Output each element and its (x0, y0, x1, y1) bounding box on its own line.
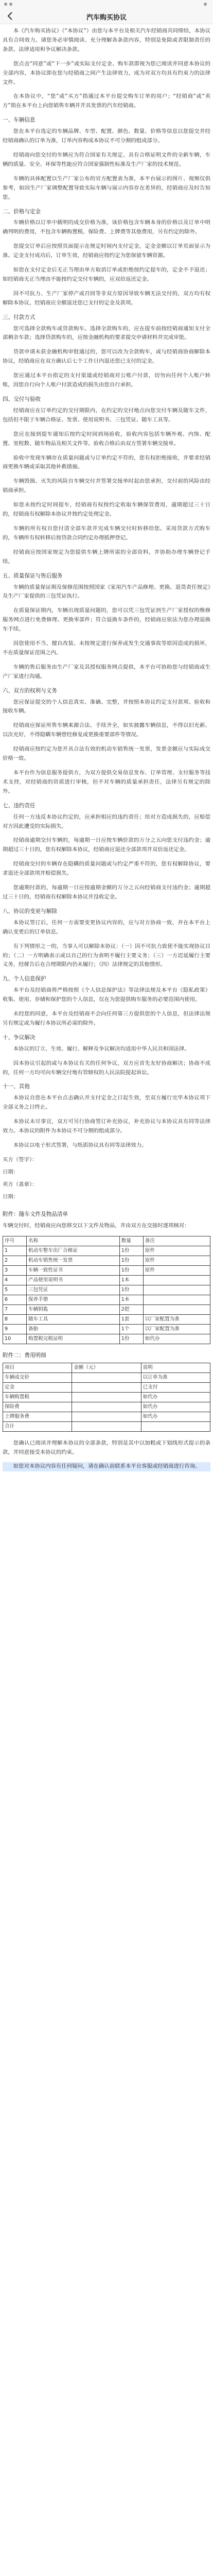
table-cell: 5 (3, 1285, 27, 1295)
table-cell: 三包凭证 (26, 1285, 119, 1295)
intro (3, 27, 210, 111)
section (3, 975, 210, 1028)
section-paragraph: 如您在支付定金后无正当理由单方取消订单或拒绝按约定提车的，定金不予退还；如经销商无正当理由不能按约定交付车辆的，应双倍返还定金。 (3, 267, 210, 282)
section-paragraph: 任何一方违反本协议约定的，应承担相应的违约责任；给对方造成损失的，应赔偿对方因此遭受的实际损失。 (3, 814, 210, 829)
intro-paragraph: 本《汽车购买协议》（“本协议”）由您与本平台及相关汽车经销商共同缔结，本协议具有合同效力。请您务必审慎阅读、充分理解各条款内容，特别是免除或者限制责任的条款、法律适用和争议解决条款。 (3, 28, 210, 53)
section-paragraph: 您逾期付款的，每逾期一日应按逾期金额的万分之五向经销商支付违约金；逾期超过三十日的，经销商有权解除本协议并没收定金。 (3, 885, 210, 900)
section-paragraph: 本平台作为信息服务提供方，为双方提供交易信息发布、订单管理、支付服务等技术支持，对经销商的资质进行审核，但不对车辆的质量承担责任，法律另有规定的除外。 (3, 770, 210, 794)
table-cell: 以订单为准 (141, 1372, 210, 1382)
table-row (3, 1412, 210, 1421)
section-heading: 三、付款方式 (3, 314, 36, 320)
table-row (3, 1304, 210, 1314)
page-title: 汽车购买协议 (86, 14, 127, 22)
buyer-sign: 买方（签字）： (3, 1156, 38, 1163)
table-cell: 保险费 (3, 1402, 72, 1412)
section-paragraph: 因本协议引起的或与本协议有关的任何争议，双方应首先友好协商解决；协商不成的，任何一方均可向车辆交付地有管辖权的人民法院提起诉讼。 (3, 1060, 210, 1076)
table-cell (141, 1421, 210, 1431)
table-cell: 3 (3, 1265, 27, 1275)
table-cell: 保养手册 (26, 1295, 119, 1304)
section-paragraph: 您应在接到提车通知后按约定时间到场验收，验收内容包括车辆外观、内饰、配置、里程数、随车物品及相关文件等。验收合格后由双方签署车辆交接单。 (3, 431, 210, 447)
table-cell: 如代办 (141, 1392, 210, 1402)
section-paragraph: 本协议自您在本平台点击确认并支付定金之日起生效，至双方履行完毕本协议项下全部义务之日终止。 (3, 1095, 210, 1111)
section-paragraph: 经销商应按国家规定为您提供车辆上牌所需的全部资料，并协助办理车辆登记手续。 (3, 549, 210, 565)
table-cell: 购置税完税证明 (26, 1334, 119, 1344)
table-cell: 定金 (3, 1382, 72, 1392)
section (3, 1033, 210, 1078)
section-paragraph: 您提交订单后应按照页面提示在规定时间内支付定金，定金金额以订单页面显示为准。定金支付成功后，订单生效，经销商应按约定为您保留车辆资源。 (3, 243, 210, 259)
signal-icon (4, 3, 7, 6)
table-row (3, 1324, 210, 1334)
table-cell: 机动车整车出厂合格证 (26, 1246, 119, 1256)
section-paragraph: 您在本平台选定的车辆品牌、车型、配置、颜色、数量、价格等信息以您提交并经经销商确认的订单为准，订单内容构成本协议不可分割的组成部分。 (3, 128, 210, 144)
table-cell: 车辆成交价 (3, 1372, 72, 1382)
table-cell (72, 1412, 141, 1421)
section (3, 572, 210, 682)
table-row (3, 1295, 210, 1304)
table-cell: 机动车销售统一发票 (26, 1256, 119, 1265)
section-paragraph: 本协议未尽事宜，双方可另行协商签订补充协议，补充协议与本协议具有同等法律效力。本协议的附件为本协议不可分割的组成部分。 (3, 1118, 210, 1134)
status-bar (0, 0, 213, 8)
section-paragraph: 本协议签订后，任何一方需要变更协议内容的，应与对方协商一致，并在本平台上确认变更后的订单信息。 (3, 919, 210, 935)
table-cell: 已支付 (141, 1382, 210, 1392)
table-cell: 原件 (143, 1265, 210, 1275)
table-row (3, 1402, 210, 1412)
section-paragraph: 经销商向您交付的车辆应为符合国家有关规定、具有合格证明文件的全新车辆，车辆的质量、安全、环保等性能应符合国家强制性标准及生产厂家的技术规范。 (3, 151, 210, 167)
annex2-heading: 附件二：费用明细 (3, 1352, 46, 1359)
section-heading: 一、车辆信息 (3, 117, 36, 124)
closing-paragraph: 如您对本协议内容有任何疑问，请在确认前联系本平台客服或经销商进行咨询。 (3, 1462, 210, 1471)
table-header-cell: 项目 (3, 1363, 72, 1372)
battery-icon (204, 3, 207, 6)
table-header-cell: 备注 (143, 1236, 210, 1246)
annex-table (3, 1236, 210, 1344)
section-heading: 七、违约责任 (3, 802, 36, 809)
table-row (3, 1246, 210, 1256)
table-cell (72, 1372, 141, 1382)
table-cell (72, 1421, 141, 1431)
section-paragraph: 贷款申请未获金融机构审批通过的，您可以改为全款购车，或与经销商协商解除本协议，经销商应在双方确认后七个工作日内退还您已支付的定金。 (3, 349, 210, 365)
seller-sign: 卖方（盖章）： (3, 1181, 38, 1188)
section-paragraph: 经销商逾期交付车辆的，每逾期一日应按车辆价款的万分之五向您支付违约金；逾期超过三十日的，您有权解除本协议，经销商应退还全部款项并双倍返还定金。 (3, 837, 210, 853)
wifi-icon (9, 3, 12, 6)
table-cell: 备胎 (26, 1324, 119, 1334)
table-cell: 如代办 (141, 1412, 210, 1421)
table-cell: 8 (3, 1314, 27, 1324)
table-row (3, 1314, 210, 1324)
table-row (3, 1256, 210, 1265)
table-row (3, 1285, 210, 1295)
section-paragraph: 车辆的售后服务由生产厂家及其授权服务网点提供，本平台可协助您与经销商或生产厂家进行沟通。 (3, 664, 210, 680)
table-cell: 2 (3, 1256, 27, 1265)
table-row (3, 1382, 210, 1392)
table-cell: 合计 (3, 1421, 72, 1431)
table-header-cell: 名称 (26, 1236, 119, 1246)
table-cell: 如代办 (141, 1402, 210, 1412)
table-cell: 如代办 (143, 1334, 210, 1344)
table-cell: 4 (3, 1275, 27, 1285)
seller-date: 日期： (3, 1193, 19, 1200)
section-paragraph: 本平台及经销商将严格按照《个人信息保护法》等法律法规及本平台《隐私政策》收集、使用、存储和保护您的个人信息，仅在为您提供购车服务的必要范围内使用。 (3, 987, 210, 1003)
table-cell: 1份 (119, 1256, 143, 1265)
table-cell (143, 1304, 210, 1314)
buyer-date: 日期： (3, 1168, 19, 1175)
table-cell (143, 1285, 210, 1295)
table-row (3, 1372, 210, 1382)
table-cell: 原件 (143, 1256, 210, 1265)
section-paragraph: 验收中发现车辆存在质量问题或与订单约定不符的，您有权拒绝接收，并要求经销商更换车辆或采取其他补救措施。 (3, 454, 210, 470)
section-heading: 八、协议的变更与解除 (3, 908, 57, 914)
table-cell: 随车工具 (26, 1314, 119, 1324)
intro-paragraph: 您点击“同意”或“下一步”或实际支付定金、购车款即视为您已阅读并同意本协议的全部内容，本协议即在您与经销商之间产生法律效力，成为对双方均具有约束力的法律文件。 (3, 60, 210, 86)
table-row (3, 1392, 210, 1402)
section (3, 116, 210, 202)
table-cell: 1套 (119, 1314, 143, 1324)
table-cell: 1 (3, 1246, 27, 1256)
top-bar (0, 8, 213, 24)
section (3, 1082, 210, 1150)
section-heading: 十一、其他 (3, 1083, 30, 1090)
table-cell: 车辆钥匙 (26, 1304, 119, 1314)
annex-heading: 附件：随车文件及物品清单 (3, 1211, 68, 1217)
section-paragraph: 经销商交付的车辆存在隐瞒的质量问题或与约定严重不符的，您有权解除协议，要求退还全部款项并赔偿损失。 (3, 861, 210, 877)
section-paragraph: 本协议的订立、生效、履行、解释及争议解决均适用中华人民共和国法律。 (13, 1045, 190, 1052)
table-cell: 1本 (119, 1275, 143, 1285)
section-paragraph: 您应保证提交的个人信息真实、准确、完整，并按照本协议约定支付款项、验收和接收车辆。 (3, 699, 210, 715)
fee-table (3, 1363, 210, 1432)
table-cell: 1份 (119, 1265, 143, 1275)
table-cell (143, 1275, 210, 1285)
table-cell: 1份 (119, 1285, 143, 1295)
table-cell (143, 1295, 210, 1304)
section-paragraph: 因不可抗力、生产厂家停产或召回等非双方原因导致车辆无法交付的，双方均有权解除本协议，经销商应全额退还您已支付的定金及款项。 (3, 290, 210, 306)
section-paragraph: 您应通过本平台指定的支付渠道或经销商对公账户付款，切勿向任何个人账户转账，因您自行向个人账户付款造成的损失由您自行承担。 (3, 372, 210, 388)
table-cell: 原件 (143, 1246, 210, 1256)
section (3, 313, 210, 390)
table-cell: 产品使用说明书 (26, 1275, 119, 1285)
section-heading: 五、质量保证与售后服务 (3, 572, 63, 579)
table-row (3, 1334, 210, 1344)
section (3, 208, 210, 308)
section (3, 907, 210, 970)
sections (3, 116, 210, 1150)
section-heading: 九、个人信息保护 (3, 976, 46, 982)
table-cell: 10 (3, 1334, 27, 1344)
section-heading: 六、双方的权利与义务 (3, 687, 57, 694)
section-paragraph: 车辆价格以订单中载明的成交价格为准，该价格包含车辆本身的价格以及订单中明确列明的费用，不包含车辆购置税、保险费、上牌费等其他费用，另有约定的除外。 (3, 219, 210, 235)
table-header-cell: 数量 (119, 1236, 143, 1246)
table-cell: 1份 (119, 1334, 143, 1344)
table-cell: 2把 (119, 1304, 143, 1314)
section (3, 395, 210, 567)
section-heading: 二、价格与定金 (3, 208, 41, 215)
section-heading: 十、争议解决 (3, 1034, 36, 1041)
section-paragraph: 经销商应保证所售车辆来源合法、手续齐全，如实披露车辆信息，不得以旧充新、以次充好，不得隐瞒车辆曾经修复或更换重要部件等情况。 (3, 722, 210, 738)
section-paragraph: 车辆毁损、灭失的风险自车辆交付并签署交接单时起由您承担，交付前的风险由经销商承担。 (3, 478, 210, 494)
annex-note: 车辆交付时，经销商应向您移交以下文件及物品，并由双方在交接时逐项核对： (3, 1222, 190, 1229)
section-paragraph: 因您使用不当、擅自改装、未按规定进行保养或发生交通事故等原因造成的损坏，不在质量保证范围之内。 (3, 640, 210, 656)
closing (3, 1439, 210, 1472)
table-row (3, 1421, 210, 1431)
table-cell: 7 (3, 1304, 27, 1314)
section-paragraph: 经销商应在订单约定的交付期限内，在约定的交付地点向您交付车辆及随车文件，包括但不限于车辆合格证、发票、使用说明书、三包凭证、随车工具等。 (3, 407, 210, 423)
table-header-cell: 序号 (3, 1236, 27, 1246)
closing-paragraph: 您确认已阅读并理解本协议的全部条款，特别是其中以加粗或下划线形式提示的条款，并同意接受本协议的约束。 (3, 1439, 210, 1455)
table-cell: 车辆一致性证书 (26, 1265, 119, 1275)
section-paragraph: 经销商应按约定为您开具合法有效的机动车销售统一发票，发票金额应与实际成交价格一致。 (3, 746, 210, 762)
section-paragraph: 车辆的质量保证期及保修范围按照国家《家用汽车产品修理、更换、退货责任规定》及生产厂家提供的三包凭证执行。 (3, 584, 210, 600)
table-cell: 1个 (119, 1324, 143, 1334)
table-cell: 上牌服务费 (3, 1412, 72, 1421)
table-cell: 6 (3, 1295, 27, 1304)
section-paragraph: 未经您的同意，本平台及经销商不会向任何第三方提供您的个人信息，但法律法规另有规定或为履行本协议所必需的除外。 (3, 1011, 210, 1026)
intro-paragraph: 在本协议中，“您”或“买方”指通过本平台提交购车订单的用户；“经销商”或“卖方”指在本平台上向您销售车辆并开具发票的汽车经销商。 (3, 93, 210, 109)
table-cell: 1本 (119, 1295, 143, 1304)
section-paragraph: 您可选择全款购车或贷款购车。选择全款购车的，应在提车前按经销商通知支付全部剩余车款；选择贷款购车的，应按金融机构的要求提交申请材料并完成审批。 (3, 325, 210, 341)
table-cell (72, 1382, 141, 1392)
section-paragraph: 车辆的具体配置以生产厂家公布的官方配置表为准，本平台展示的图片、视频仅供参考，如因生产厂家调整配置导致实际车辆与展示内容存在差异的，经销商应及时告知您。 (3, 175, 210, 200)
section-paragraph: 在质量保证期内，车辆出现质量问题的，您可以凭三包凭证到生产厂家授权的维修服务网点进行免费修理、更换零部件；符合退换车条件的，经销商应依法为您办理退换车手续。 (3, 607, 210, 633)
table-cell: 以厂家配置为准 (143, 1314, 210, 1324)
table-cell: 以厂家配置为准 (143, 1324, 210, 1334)
table-cell: 车辆购置税 (3, 1392, 72, 1402)
section-paragraph: 有下列情形之一的，当事人可以解除本协议：（一）因不可抗力致使不能实现协议目的；（二）一方明确表示或以自己的行为表明不履行主要义务；（三）一方迟延履行主要义务，经催告后在合理期限内仍未履行；（四）法律规定的其他情形。 (3, 943, 210, 968)
table-header-cell: 说明 (141, 1363, 210, 1372)
table-cell: 9 (3, 1324, 27, 1334)
table-cell (72, 1402, 141, 1412)
table-row (3, 1265, 210, 1275)
table-header-cell: 金额（元） (72, 1363, 141, 1372)
section-paragraph: 如您未按约定时间提车，经销商有权按约定收取车辆保管费用，逾期超过三十日的，经销商有权解除本协议并按约定处理定金。 (3, 502, 210, 518)
section-paragraph: 车辆的所有权自您付清全部车款并完成车辆交付时转移给您。采用贷款方式购车的，车辆所有权转移后按贷款合同约定办理抵押登记。 (3, 525, 210, 541)
table-cell: 1份 (119, 1246, 143, 1256)
section (3, 802, 210, 902)
signature-block (3, 1156, 210, 1205)
table-row (3, 1275, 210, 1285)
table-cell (72, 1392, 141, 1402)
section (3, 687, 210, 796)
agreement-body (3, 27, 210, 1477)
section-paragraph: 本协议以电子形式签署，与纸质协议具有同等法律效力。 (13, 1142, 147, 1148)
section-heading: 四、交付与验收 (3, 396, 41, 402)
